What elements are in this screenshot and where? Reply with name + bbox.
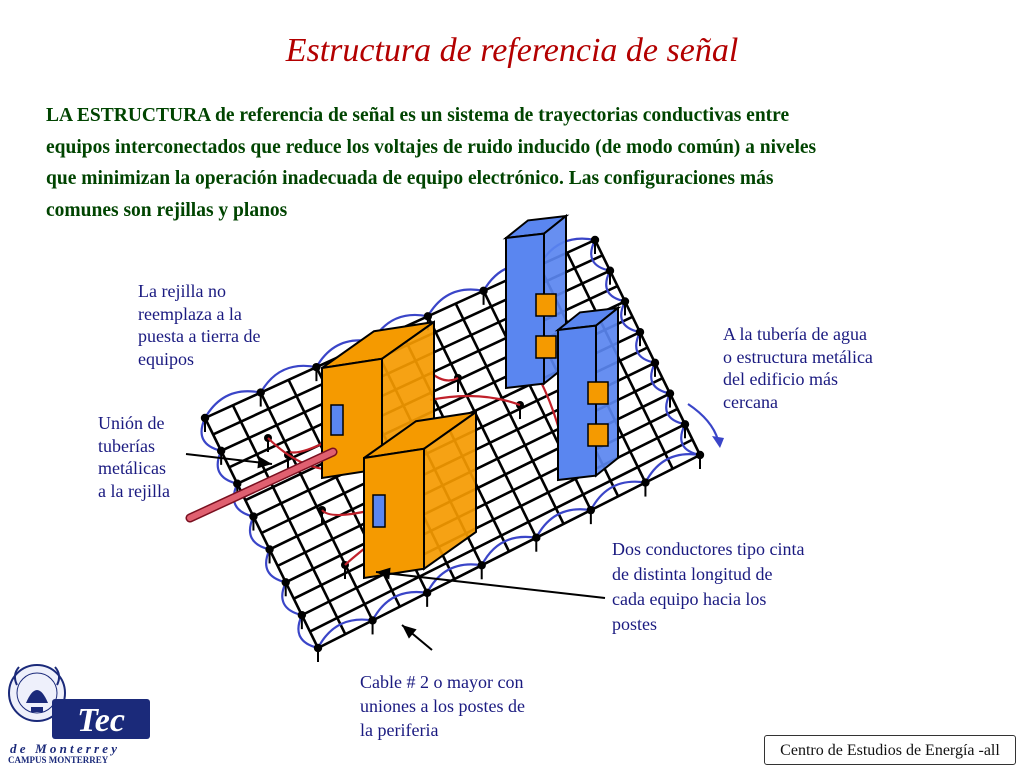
building-wire <box>688 404 718 440</box>
panel-window <box>373 495 385 527</box>
label-grid-not-ground: La rejilla no reemplaza a la puesta a tierra de equipos <box>138 281 261 369</box>
panel-window <box>588 382 608 404</box>
logo-brand: Tec <box>77 702 125 739</box>
post-dot <box>666 389 674 397</box>
intro-line: que minimizan la operación inadecuada de equipo electrónico. Las configuraciones más <box>46 168 774 189</box>
post-dot <box>233 480 241 488</box>
panel-window <box>331 405 343 435</box>
post-dot <box>217 447 225 455</box>
post-dot <box>532 534 540 542</box>
tec-monterrey-logo <box>4 655 154 765</box>
post-dot <box>479 287 487 295</box>
post-dot <box>681 420 689 428</box>
post-dot <box>696 451 704 459</box>
post-dot <box>368 616 376 624</box>
post-dot <box>298 611 306 619</box>
post-dot <box>636 328 644 336</box>
strap-conductor <box>430 396 520 405</box>
building-wire-arrowhead <box>712 436 724 448</box>
slide-title: Estructura de referencia de señal <box>285 32 739 69</box>
equipment-blue-2 <box>558 308 618 480</box>
post-dot <box>314 644 322 652</box>
post-dot <box>201 414 209 422</box>
post-dot <box>478 561 486 569</box>
post-dot <box>606 267 614 275</box>
post-dot <box>587 506 595 514</box>
logo-campus: CAMPUS MONTERREY <box>8 755 109 765</box>
post-dot <box>249 512 257 520</box>
post-dot <box>265 545 273 553</box>
intro-line: equipos interconectados que reduce los voltajes de ruido inducido (de modo común) a niveles <box>46 136 817 158</box>
arrow-strap-conductors <box>376 572 605 598</box>
post-dot <box>651 359 659 367</box>
post-dot <box>257 388 265 396</box>
label-water-pipe: A la tubería de agua o estructura metálica del edificio más cercana <box>723 324 873 412</box>
post-dot <box>591 236 599 244</box>
intro-line: comunes son rejillas y planos <box>46 199 288 221</box>
logo-subtitle: de Monterrey <box>10 741 121 756</box>
label-pipe-union: Unión de tuberías metálicas a la rejilla <box>98 413 170 501</box>
arrow-pipe-union-head <box>257 456 272 468</box>
footer-credit: Centro de Estudios de Energía -all <box>764 735 1016 765</box>
post-dot <box>282 578 290 586</box>
post-dot <box>641 478 649 486</box>
post-dot <box>423 589 431 597</box>
panel-window <box>588 424 608 446</box>
post-dot <box>312 363 320 371</box>
panel-window <box>536 336 556 358</box>
intro-line: LA ESTRUCTURA de referencia de señal es un sistema de trayectorias conductivas entre <box>46 105 790 126</box>
post-dot <box>424 312 432 320</box>
panel-window <box>536 294 556 316</box>
post-dot <box>621 297 629 305</box>
label-strap-conductors: Dos conductores tipo cinta de distinta longitud de cada equipo hacia los postes <box>612 539 805 634</box>
label-perimeter-cable: Cable # 2 o mayor con uniones a los postes de la periferia <box>360 672 525 740</box>
